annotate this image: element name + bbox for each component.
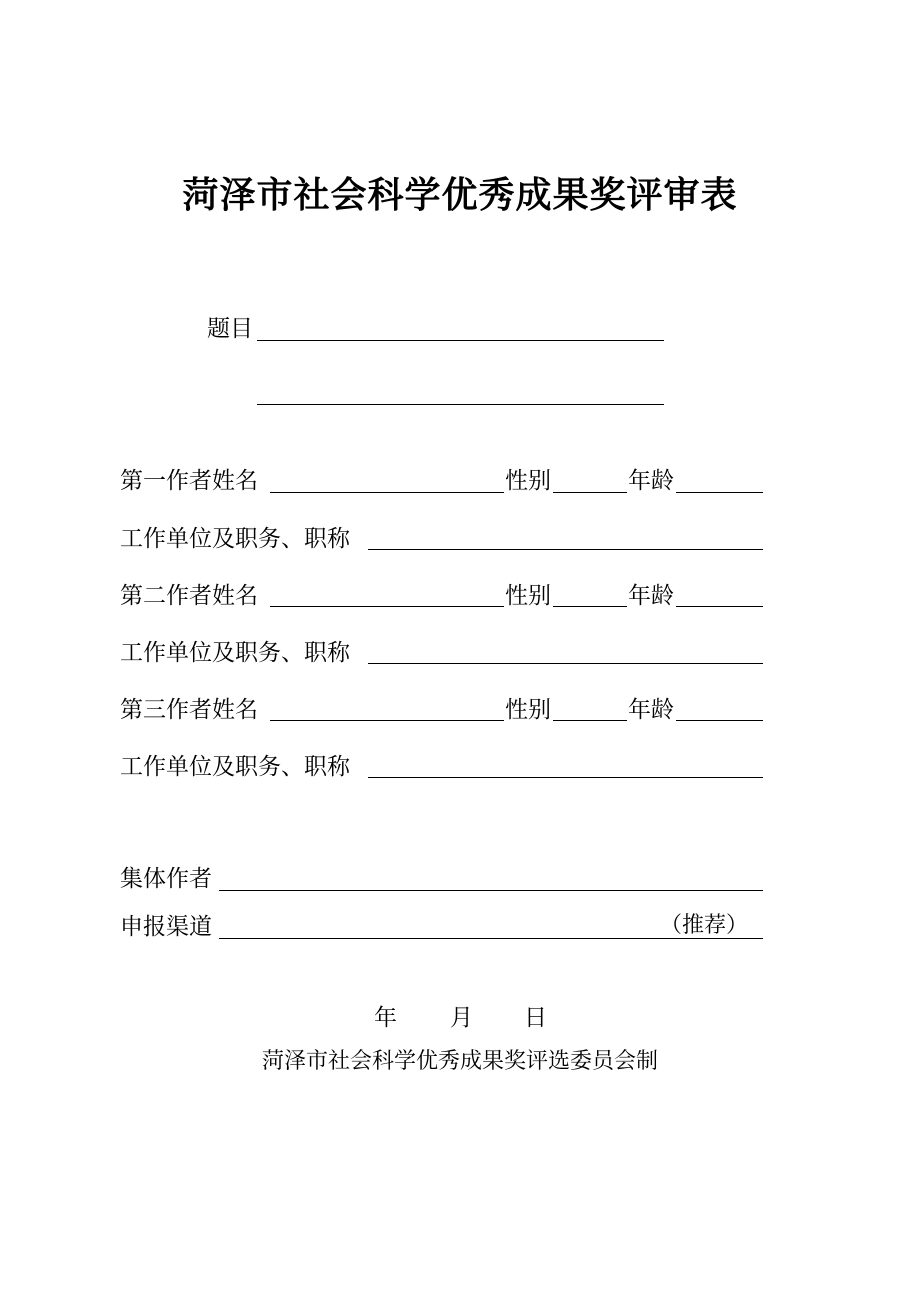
page-title: 菏泽市社会科学优秀成果奖评审表 [182,175,738,216]
author2-unit-label: 工作单位及职务、职称 [120,640,350,666]
author3-unit-label: 工作单位及职务、职称 [120,754,350,780]
author1-gender-field[interactable] [553,492,627,493]
date-month: 月 [450,1005,473,1031]
author2-gender-field[interactable] [553,606,627,607]
channel-label: 申报渠道 [120,914,212,940]
author1-unit-label: 工作单位及职务、职称 [120,526,350,552]
author2-unit-field[interactable] [368,663,763,664]
author1-name-label: 第一作者姓名 [120,468,258,494]
author3-age-label: 年龄 [628,697,674,723]
author1-age-field[interactable] [676,492,763,493]
topic-input-line-2[interactable] [257,404,664,405]
author1-unit-field[interactable] [368,549,763,550]
topic-input-line-1[interactable] [257,340,664,341]
author3-name-field[interactable] [270,720,504,721]
date-day: 日 [524,1005,547,1031]
channel-suffix: （推荐） [660,913,749,938]
author3-age-field[interactable] [676,720,763,721]
collective-author-label: 集体作者 [120,866,212,892]
author3-unit-field[interactable] [368,777,763,778]
author2-name-field[interactable] [270,606,504,607]
topic-label: 题目 [207,316,253,342]
issuer-footer: 菏泽市社会科学优秀成果奖评选委员会制 [261,1049,658,1074]
author1-name-field[interactable] [270,492,504,493]
author2-gender-label: 性别 [505,583,551,609]
author2-age-field[interactable] [676,606,763,607]
author1-gender-label: 性别 [505,468,551,494]
author2-name-label: 第二作者姓名 [120,583,258,609]
author3-name-label: 第三作者姓名 [120,697,258,723]
author1-age-label: 年龄 [628,468,674,494]
collective-author-field[interactable] [219,890,763,891]
author3-gender-field[interactable] [553,720,627,721]
author3-gender-label: 性别 [505,697,551,723]
author2-age-label: 年龄 [628,583,674,609]
date-year: 年 [374,1005,397,1031]
